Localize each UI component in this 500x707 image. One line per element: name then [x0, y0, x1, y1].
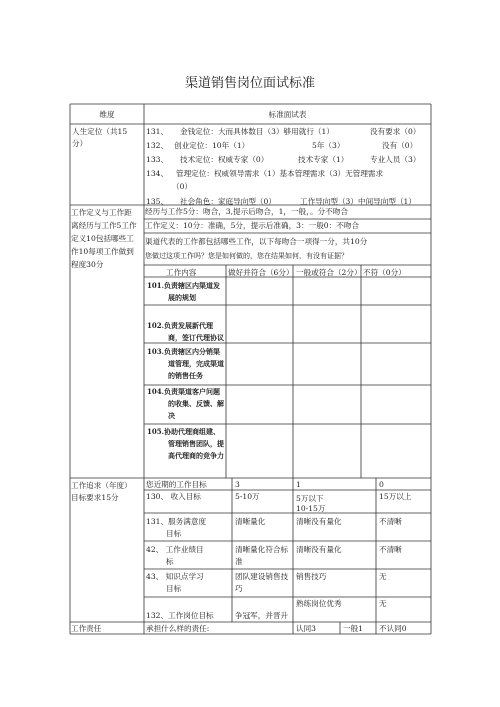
goal-row-4-c3: 无	[379, 599, 387, 608]
goal-row-3-name2: 目标	[166, 584, 182, 593]
goal-row-0-name: 130、 收入目标	[146, 492, 201, 501]
header-standard: 标准面试表	[268, 110, 307, 119]
goal-head-target: 您近期的工作目标	[146, 480, 207, 489]
life-row-5-mid: 工作导向型（3）中间导向型（1）	[300, 197, 416, 205]
work-item-104-b: 的收集、反馈、解	[168, 399, 224, 408]
work-item-105-c: 高代理商的竞争力	[168, 451, 224, 460]
goal-row-2-name: 42、 工作业绩目	[146, 545, 204, 554]
goal-row-3-c1b: 巧	[235, 584, 243, 593]
duty-general: 一般1	[343, 624, 364, 633]
work-label-5: 程度30分	[71, 260, 104, 269]
goal-head-3: 3	[235, 480, 240, 489]
goal-row-1-c1: 清晰量化	[235, 517, 266, 526]
work-col-none: 不符（0分）	[363, 268, 406, 277]
goal-row-2-c1: 清晰量化符合标	[235, 545, 289, 554]
goal-row-3-c3: 无	[379, 572, 387, 581]
life-row-0-text: 金钱定位：大而具体数目（3）够用就行（1）	[180, 127, 334, 136]
life-row-2-extra: 专业人员（3）	[370, 155, 421, 164]
work-experience: 经历与工作5分：吻合，3,提示后吻合，1，一般，。分不吻合	[145, 207, 348, 216]
work-label-1: 工作定义与工作距	[71, 208, 132, 217]
goal-head-0: 0	[379, 480, 384, 489]
work-col-content: 工作内容	[166, 268, 197, 277]
goal-row-0-c3: 15万以上	[379, 492, 412, 501]
work-item-105-a: 105.协助代理商组建、	[147, 427, 221, 436]
work-item-103-b: 道管理，完成渠道	[168, 359, 224, 368]
goal-row-1-name: 131、服务满意度	[146, 517, 207, 526]
goal-label-2: 目标要求15分	[71, 493, 119, 502]
duty-disagree: 不认同0	[379, 624, 407, 633]
life-row-0-extra: 没有要求（0）	[370, 127, 421, 136]
goal-head-1: 1	[296, 480, 301, 489]
goal-row-3-c2: 销售技巧	[296, 572, 327, 581]
duty-question: 承担什么样的责任:	[146, 624, 210, 633]
page-title: 渠道销售岗位面试标准	[184, 76, 315, 91]
goal-row-3-name: 43、 知识点学习	[146, 572, 204, 581]
goal-row-1-c2: 清晰没有量化	[296, 517, 342, 526]
goal-label-1: 工作追求（年度）	[71, 481, 132, 490]
life-rows	[144, 124, 431, 205]
work-item-105-b: 管理销售团队，提	[168, 439, 224, 448]
work-col-general: 一般或符合（2分）	[296, 268, 362, 277]
life-label-1: 人生定位（共15	[72, 127, 128, 136]
life-row-2-mid: 技术专家（1）	[298, 155, 349, 164]
goal-row-4-c2: 熟练岗位优秀	[296, 599, 342, 608]
work-question: 您做过这项工作吗？您是如何做的，您在结果如何，有没有证据？	[145, 252, 348, 260]
life-row-2-text: 技术定位：权威专家（0）	[180, 155, 269, 164]
work-item-104-c: 决	[168, 411, 175, 420]
goal-row-3-c1: 团队建设销售技	[235, 572, 289, 581]
duty-agree: 认同3	[296, 624, 317, 633]
goal-row-4-name: 132、工作岗位目标	[146, 611, 214, 620]
work-col-good: 做好并符合（6分）	[228, 268, 294, 277]
life-row-1-extra: 没有（0）	[382, 141, 418, 150]
goal-row-0-c2: 5万以下	[296, 494, 324, 503]
goal-row-2-c3: 不清晰	[379, 545, 402, 554]
header-dimension: 维度	[99, 110, 115, 119]
life-row-4-text: （0）	[172, 182, 193, 191]
life-label-2: 分）	[72, 139, 88, 148]
goal-row-0-c1: 5-10万	[235, 492, 260, 501]
life-row-1-mid: 5年（3）	[312, 141, 345, 150]
goal-row-1-c3: 不清晰	[379, 517, 402, 526]
work-label-3: 定义10包括哪些工	[71, 234, 134, 243]
work-item-102-b: 商，签订代理协议	[168, 333, 224, 342]
work-items-intro: 渠道代表的工作都包括哪些工作，以下每吻合一项得一分，共10分	[145, 237, 368, 246]
work-label-2: 离经历与工作5工作	[71, 221, 137, 230]
goal-row-2-c2: 清晰没有量化	[296, 545, 342, 554]
work-label-4: 作10每项工作做到	[71, 247, 134, 256]
life-row-2-num: 133、	[146, 155, 169, 164]
work-item-102-a: 102.负责发展新代理	[147, 321, 214, 330]
life-row-5-num: 135、	[146, 197, 169, 205]
life-row-3-text: 管理定位：权威领导需求（1）基本管理需求（3）无管理需求	[176, 169, 384, 178]
life-row-3-num: 134、	[146, 169, 169, 178]
goal-row-1-name2: 目标	[166, 529, 182, 538]
goal-row-0-c2b: 10-15万	[296, 504, 326, 513]
goal-row-2-c1b: 准	[235, 557, 243, 566]
life-row-5-text: 社会角色：家庭导向型（0）	[180, 197, 276, 205]
work-item-103-a: 103.负责辖区内分销渠	[147, 347, 221, 356]
goal-row-2-name2: 标	[166, 557, 174, 566]
life-row-1-text: 创业定位：10年（1）	[174, 141, 250, 150]
duty-label: 工作责任	[71, 624, 102, 633]
life-row-1-num: 132、	[146, 141, 169, 150]
life-row-0-num: 131、	[146, 127, 169, 136]
work-item-101-a: 101.负责辖区内渠道发	[147, 281, 221, 290]
work-item-104-a: 104.负责渠道客户问题	[147, 387, 221, 396]
work-definition: 工作定义：10分：准确，5分，提示后准确，3：一般0：不吻合	[145, 221, 359, 230]
goal-row-4-c1: 争冠军，并晋升	[235, 611, 289, 620]
work-item-103-c: 的销售任务	[168, 371, 203, 380]
work-item-101-b: 展的规划	[168, 293, 196, 302]
